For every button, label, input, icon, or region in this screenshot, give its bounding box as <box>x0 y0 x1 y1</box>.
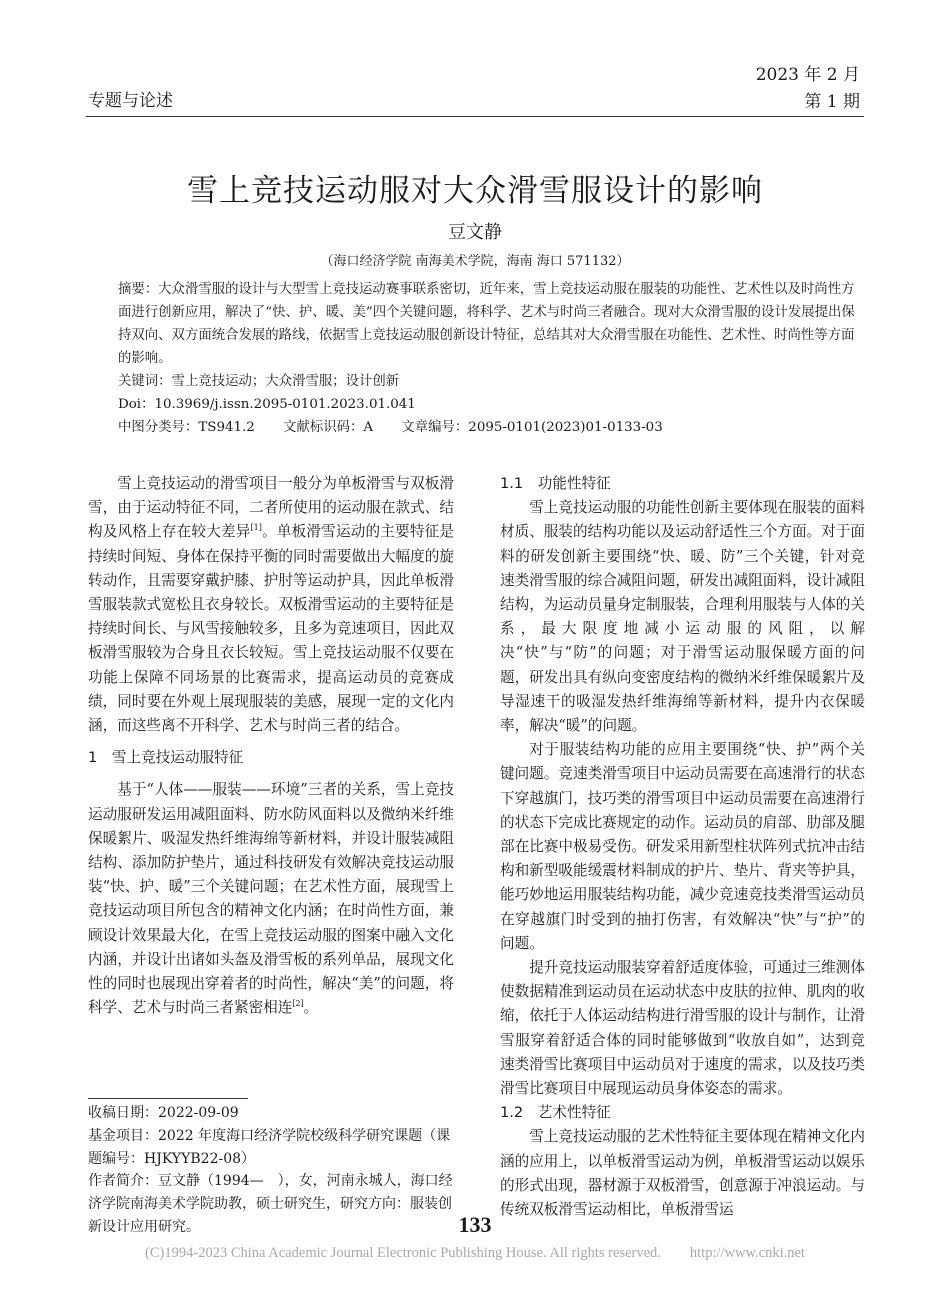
author-affiliation: （海口经济学院 南海美术学院，海南 海口 571132） <box>320 254 630 269</box>
section-1-paragraph: 基于“人体——服装——环境”三者的关系，雪上竞技运动服研发运用减阻面料、防水防风面料以及微纳米纤维保暖絮片、吸湿发热纤维海绵等新材料，并设计服装减阻结构、添加防护垫片，通过科技研发有效解决竞技运动服装“快、护、暖”三个关键问题；在艺术性方面，展现雪上竞技运动项目所包含的精神文化内涵；在时尚性方面，兼顾设计效果最大化，在雪上竞技运动服的图案中融入文化内涵，并设计出诸如头盔及滑雪板的系列单品，展现文化性的同时也展现出穿着者的时尚性，解决“美”的问题，将科学、艺术与时尚三者紧密相连[2]。 <box>88 781 454 1017</box>
right-column <box>500 472 865 1222</box>
article-number: 文章编号：2095-0101(2023)01-0133-03 <box>401 420 663 435</box>
article-metadata <box>118 278 860 439</box>
artistic-paragraph: 雪上竞技运动服的艺术性特征主要体现在精神文化内涵的应用上，以单板滑雪运动为例，单板滑雪运动以娱乐的形式出现，器材源于双板滑雪，创意源于冲浪运动。与传统双板滑雪运动相比，单板滑雪运 <box>500 1128 865 1219</box>
intro-paragraph: 雪上竞技运动的滑雪项目一般分为单板滑雪与双板滑雪，由于运动特征不同，二者所使用的运动服在款式、结构及风格上存在较大差异[1]。单板滑雪运动的主要特征是持续时间短、身体在保持平衡的同时需要做出大幅度的旋转动作，且需要穿戴护膝、护肘等运动护具，因此单板滑雪服装款式宽松且衣身较长。双板滑雪运动的主要特征是持续时间长、与风雪接触较多，且多为竞速项目，因此双板滑雪服较为合身且衣长较短。雪上竞技运动服不仅要在功能上保障不同场景的比赛需求，提高运动员的竞赛成绩，同时要在外观上展现服装的美感，展现一定的文化内涵，而这些离不开科学、艺术与时尚三者的结合。 <box>88 475 454 735</box>
copyright-watermark: (C)1994-2023 China Academic Journal Electronic Publishing House. All rights reserved. http://www.cnki.net <box>145 1245 805 1261</box>
received-date: 收稿日期：2022-09-09 <box>88 1105 239 1121</box>
keywords: 关键词：雪上竞技运动；大众滑雪服；设计创新 <box>118 374 400 389</box>
functional-paragraph-2: 对于服装结构功能的应用主要围绕“快、护”两个关键问题。竞速类滑雪项目中运动员需要在高速滑行的状态下穿越旗门，技巧类的滑雪项目中运动员需要在高速滑行的状态下完成比赛规定的动作。运动员的肩部、肋部及腿部在比赛中极易受伤。研发采用新型柱状阵列式抗冲击结构和新型吸能缓震材料制成的护片、垫片、背夹等护具，能巧妙地运用服装结构功能，减少竞速竞技类滑雪运动员在穿越旗门时受到的抽打伤害，有效解决“快”与“护”的问题。 <box>500 741 865 952</box>
article-author: 豆文静 <box>448 222 502 243</box>
issue-number: 第 1 期 <box>804 92 860 112</box>
classification-line <box>118 416 860 439</box>
header-divider <box>86 116 864 117</box>
article-title: 雪上竞技运动服对大众滑雪服设计的影响 <box>187 173 763 209</box>
issue-date: 2023 年 2 月 <box>755 65 860 85</box>
section-heading-1: 1 雪上竞技运动服特征 <box>88 749 244 767</box>
footnote-divider <box>88 1098 248 1099</box>
document-code: 文献标识码：A <box>283 420 374 435</box>
doi: Doi：10.3969/j.issn.2095-0101.2023.01.041 <box>118 397 416 412</box>
abstract: 摘要：大众滑雪服的设计与大型雪上竞技运动赛事联系密切，近年来，雪上竞技运动服在服装的功能性、艺术性以及时尚性方面进行创新应用，解决了“快、护、暖、美”四个关键问题，将科学、艺术与时尚三者融合。现对大众滑雪服的设计发展提出保持双向、双方面统合发展的路线，依据雪上竞技运动服创新设计特征，总结其对大众滑雪服在功能性、艺术性、时尚性等方面的影响。 <box>118 282 855 366</box>
page-number: 133 <box>458 1212 492 1237</box>
class-number: 中图分类号：TS941.2 <box>118 420 255 435</box>
functional-paragraph-1: 雪上竞技运动服的功能性创新主要体现在服装的面料材质、服装的结构功能以及运动舒适性三个方面。对于面料的研发创新主要围绕“快、暖、防”三个关键，针对竞速类滑雪服的综合减阻问题，研发出减阻面料，设计减阻结构，为运动员量身定制服装，合理利用服装与人体的关系，最大限度地减小运动服的风阻，以解决“快”与“防”的问题；对于滑雪运动服保暖方面的问题，研发出具有纵向变密度结构的微纳米纤维保暖絮片及导湿速干的吸湿发热纤维海绵等新材料，提升内衣保暖率，解决“暖”的问题。 <box>500 499 865 735</box>
author-bio: 作者简介：豆文静（1994— ），女，河南永城人，海口经济学院南海美术学院助教，硕士研究生，研究方向：服装创新设计应用研究。 <box>88 1173 453 1235</box>
reference-mark: [2] <box>292 999 304 1009</box>
left-column <box>88 472 454 1020</box>
fund-project: 基金项目：2022 年度海口经济学院校级科学研究课题（课题编号：HJKYYB22-08） <box>88 1127 451 1167</box>
journal-section-label: 专题与论述 <box>88 91 173 111</box>
reference-mark: [1] <box>250 523 262 533</box>
issue-info <box>756 62 860 116</box>
subsection-heading-1-2: 1.2 艺术性特征 <box>500 1104 611 1122</box>
subsection-heading-1-1: 1.1 功能性特征 <box>500 475 611 492</box>
functional-paragraph-3: 提升竞技运动服装穿着舒适度体验，可通过三维测体使数据精准到运动员在运动状态中皮肤的拉伸、肌肉的收缩，依托于人体运动结构进行滑雪服的设计与制作，让滑雪服穿着舒适合体的同时能够做到“收放自如”，达到竞速类滑雪比赛项目中运动员对于速度的需求，以及技巧类滑雪比赛项目中展现运动员身体姿态的需求。 <box>500 959 865 1098</box>
